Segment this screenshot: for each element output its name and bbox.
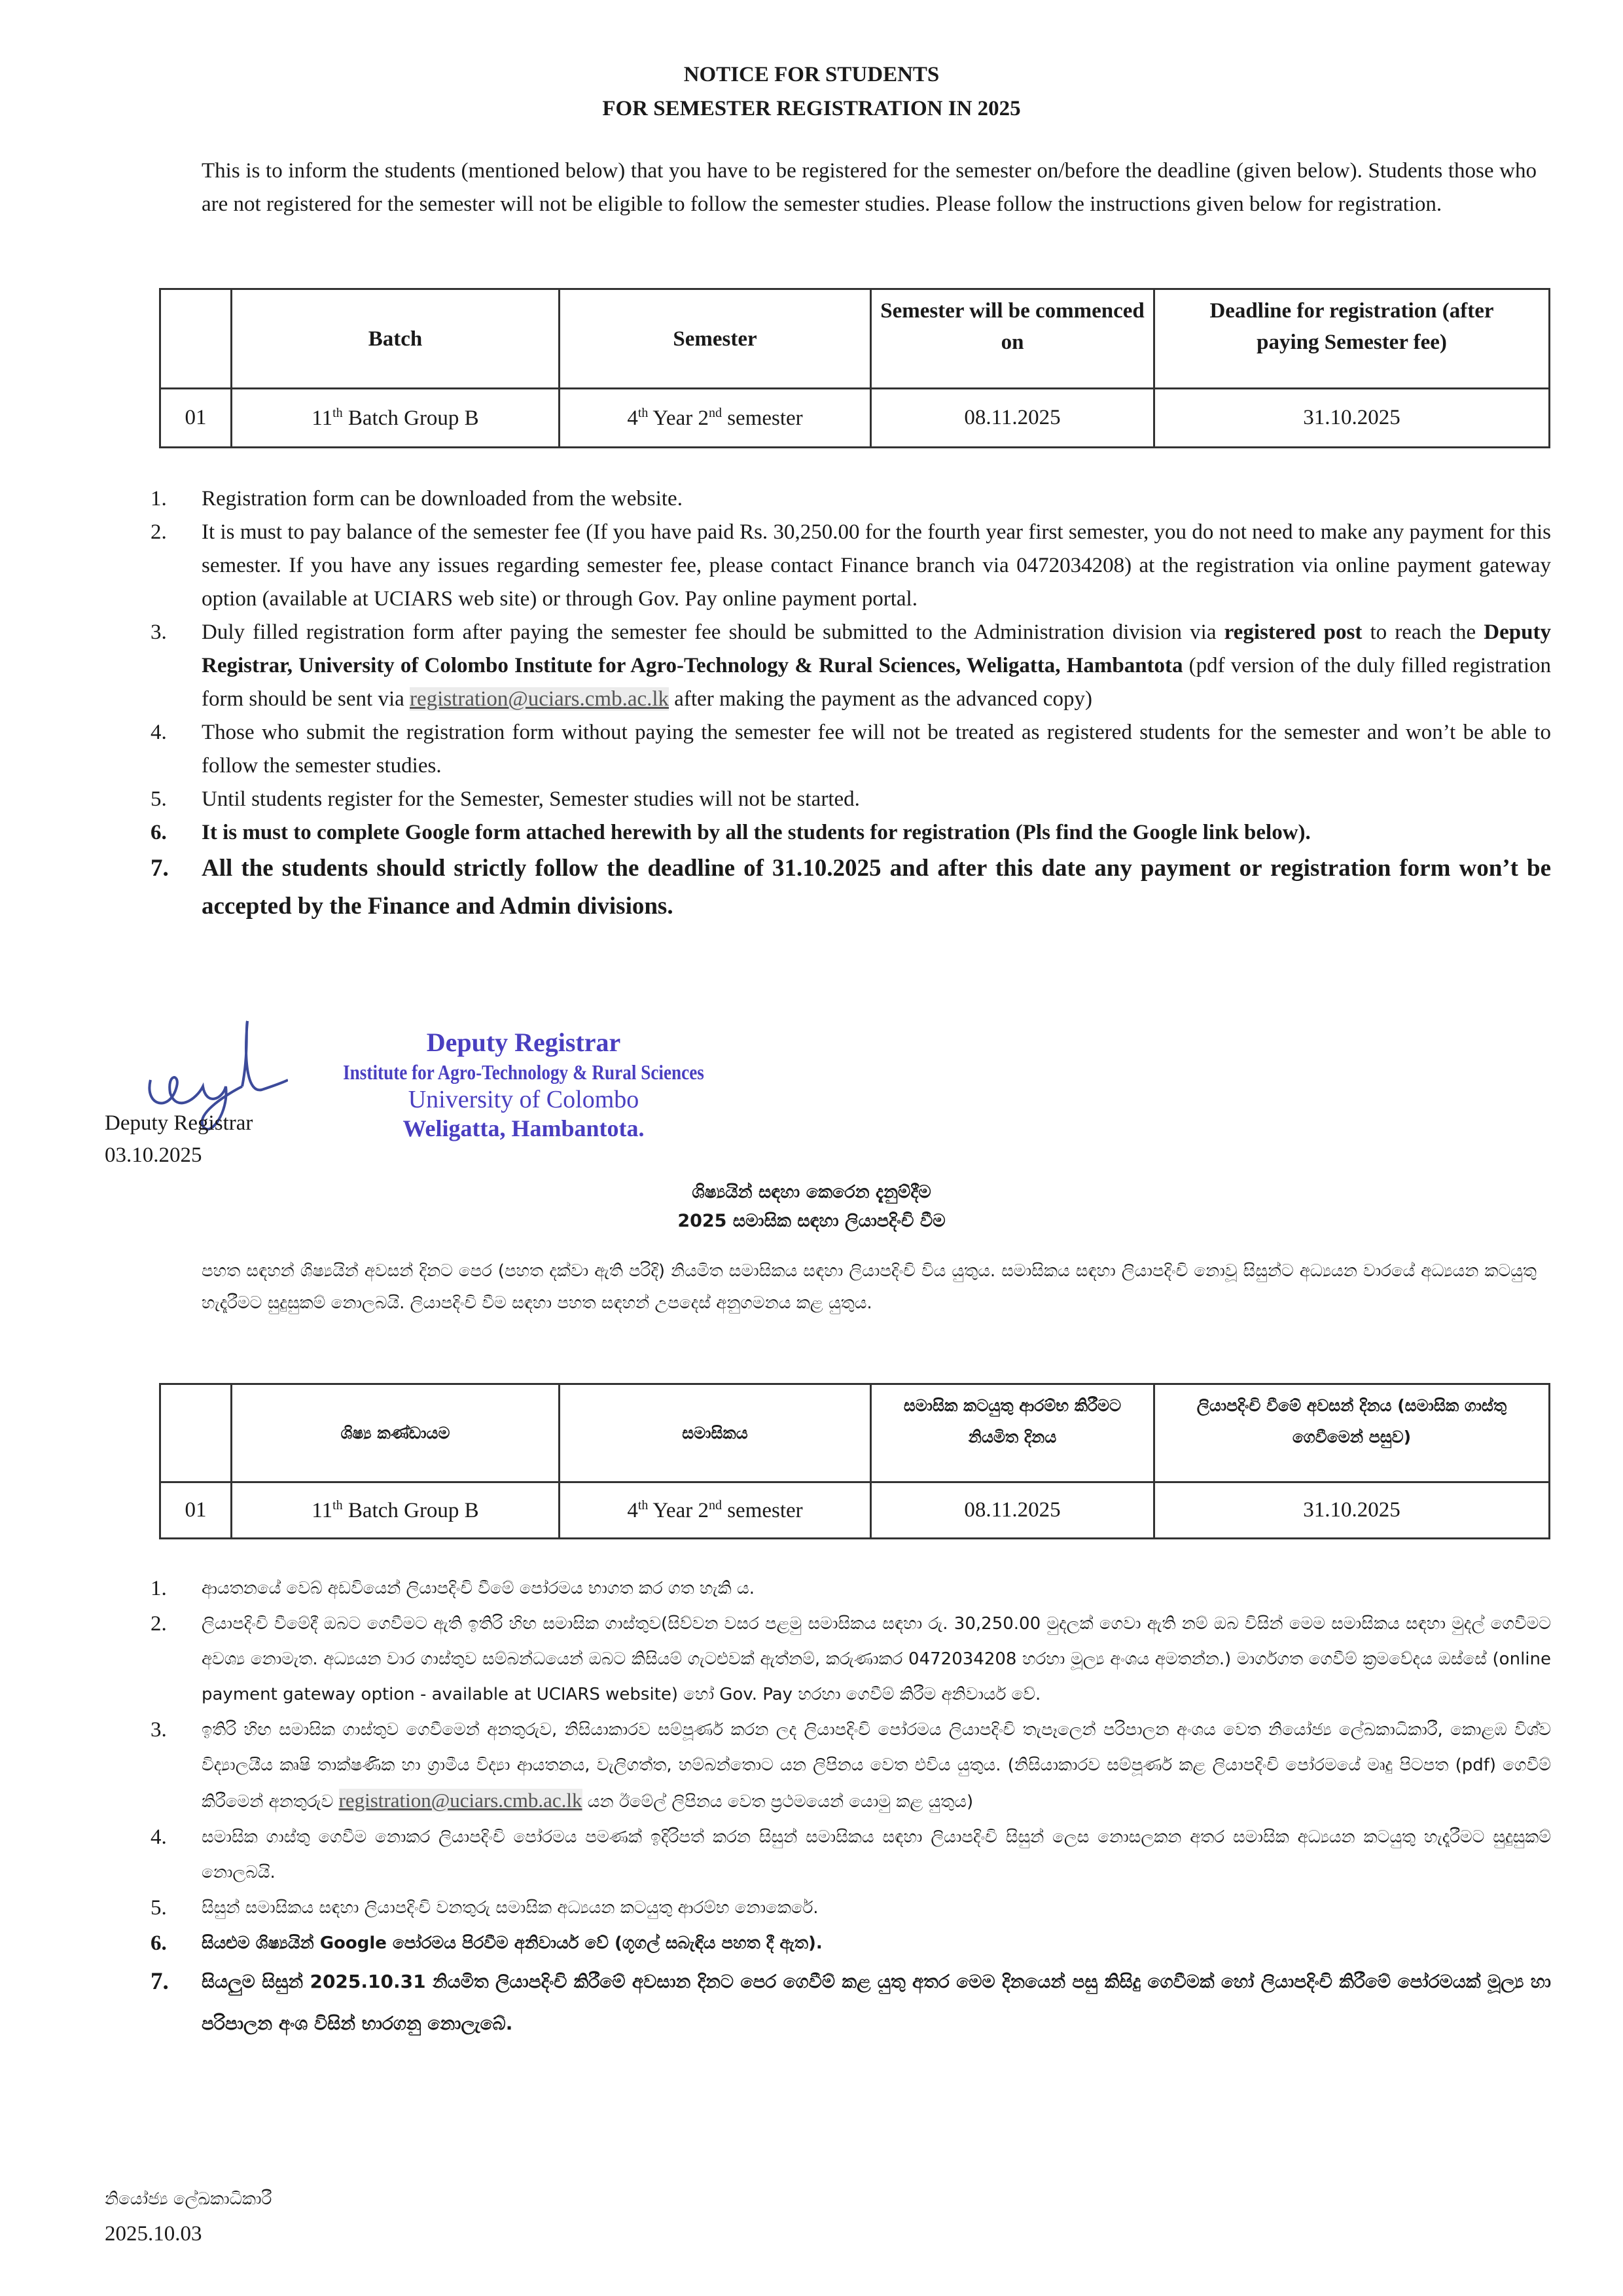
header-no	[160, 289, 232, 389]
row-deadline-date: 31.10.2025	[1154, 389, 1550, 448]
list-item: 3. ඉතිරි හිඟ සමාසික ගාස්තුව ගෙවීමෙන් අනතුරුව, නිසියාකාරව සම්පූර්ණ කරන ලද ලියාපදිංචි පෝරමය ලියාපදිංචි තැපෑලෙන් පරිපාලන අංශය වෙත නියෝජ්‍ය ලේඛකාධිකාරී, කොළඹ විශ්ව විද්‍යාලයීය කෘෂි තාක්ෂණික හා ග්‍රාමීය විද්‍යා ආයතනය, වැලිගත්ත, හම්බන්තොට යන ලිපිනය වෙත එවිය යුතුය. (නිසියාකාරව සම්පූර්ණ කළ ලියාපදිංචි පෝරමයේ මෘදු පිටපත (pdf) ගෙවීම් කිරීමෙන් අනතුරුව registration@uciars.cmb.ac.lk යන ඊමේල් ලිපිනය වෙත ප්‍රථමයෙන් යොමු කළ යුතුය)	[151, 1718, 1551, 1812]
header-deadline: Deadline for registration (after paying Semester fee)	[1154, 289, 1550, 389]
header-batch: Batch	[232, 289, 560, 389]
list-item: 2. It is must to pay balance of the semester fee (If you have paid Rs. 30,250.00 for the fourth year first semester, you do not need to make any payment for this semester. If you have any issues regarding semester fee, please contact Finance branch via 0472034208) at the registration via online payment gateway option (available at UCIARS web site) or through Gov. Pay online payment portal.	[151, 520, 1551, 611]
list-item: 5. Until students register for the Semester, Semester studies will not be started.	[151, 787, 860, 811]
list-item: 4. Those who submit the registration form without paying the semester fee will not be treated as registered students for the semester and won’t be able to follow the semester studies.	[151, 721, 1551, 778]
table-header-row	[160, 1384, 1550, 1482]
row-no: 01	[160, 1482, 232, 1539]
list-item: 4. සමාසික ගාස්තු ගෙවීම නොකර ලියාපදිංචි පෝරමය පමණක් ඉදිරිපත් කරන සිසුන් සමාසිකය සඳහා ලියාපදිංචි සිසුන් ලෙස නොසලකන අතර සමාසික අධ්‍යයන කටයුතු හැදෑරීමට සුදුසුකම් නොලබයි.	[151, 1825, 1551, 1882]
header-commence: සමාසික කටයුතු ආරම්භ කිරීමට නියමිත දිනය	[871, 1384, 1154, 1482]
list-item: 1. ආයතනයේ වෙබ් අඩවියෙන් ලියාපදිංචි වීමේ පෝරමය භාගත කර ගත හැකි ය.	[151, 1577, 755, 1600]
email-link[interactable]: registration@uciars.cmb.ac.lk	[338, 1789, 582, 1812]
header-semester: Semester	[560, 289, 871, 389]
official-stamp: Deputy Registrar Institute for Agro-Technology & Rural Sciences University of Colombo Weligatta, Hambantota.	[343, 1028, 704, 1141]
list-item: 6. සියළුම ශිෂ්‍යයින් Google පෝරමය පිරවීම අනිවාර්ය වේ (ගූගල් සබැඳිය පහත දී ඇත).	[151, 1931, 823, 1955]
header-no	[160, 1384, 232, 1482]
header-semester: සමාසිකය	[560, 1384, 871, 1482]
signatory-title: Deputy Registrar	[105, 1111, 253, 1135]
row-batch: 11th Batch Group B	[232, 389, 560, 448]
sinhala-signatory-title: නියෝජ්‍ය ලේඛකාධිකාරී	[105, 2189, 272, 2209]
table-header-row	[160, 289, 1550, 389]
header-deadline: ලියාපදිංචි වීමේ අවසන් දිනය (සමාසික ගාස්තු ගෙවීමෙන් පසුව)	[1154, 1384, 1550, 1482]
list-item: 2. ලියාපදිංචි වීමේදී ඔබට ගෙවීමට ඇති ඉතිරි හිඟ සමාසික ගාස්තුව(සිව්වන වසර පළමු සමාසිකය සඳහා රු. 30,250.00 මුදලක් ගෙවා ඇති නම් ඔබ විසින් මෙම සමාසිකය සඳහා මුදල් ගෙවීමට අවශ්‍ය නොමැත. අධ්‍යයන වාර ගාස්තුව සම්බන්ධයෙන් ඔබට කිසියම් ගැටළුවක් ඇත්නම්, කරුණාකර 0472034208 හරහා මූල්‍ය අංශය අමතන්න.) මාර්ගගත ගෙවීම් ක්‍රමවේදය ඔස්සේ (online payment gateway option - available at UCIARS website) හෝ Gov. Pay හරහා ගෙවීම් කිරීම අනිවාර්ය වේ.	[151, 1612, 1551, 1704]
table-row	[160, 389, 1550, 448]
row-commence-date: 08.11.2025	[871, 389, 1154, 448]
header-commence: Semester will be commenced on	[871, 289, 1154, 389]
sinhala-registration-table	[159, 1383, 1550, 1539]
row-semester: 4th Year 2nd semester	[560, 1482, 871, 1539]
list-item: 6. It is must to complete Google form attached herewith by all the students for registration (Pls find the Google link below).	[151, 821, 1311, 844]
row-commence-date: 08.11.2025	[871, 1482, 1154, 1539]
sinhala-notice-subtitle: 2025 සමාසික සඳහා ලියාපදිංචි වීම	[677, 1211, 946, 1231]
notice-title: NOTICE FOR STUDENTS	[683, 63, 940, 86]
row-semester: 4th Year 2nd semester	[560, 389, 871, 448]
table-row	[160, 1482, 1550, 1539]
list-item: 5. සිසුන් සමාසිකය සඳහා ලියාපදිංචි වනතුරු සමාසික අධ්‍යයන කටයුතු ආරම්භ නොකෙරේ.	[151, 1896, 819, 1920]
row-batch: 11th Batch Group B	[232, 1482, 560, 1539]
instructions-list	[151, 482, 1551, 925]
registration-table	[159, 288, 1550, 448]
notice-subtitle: FOR SEMESTER REGISTRATION IN 2025	[602, 97, 1021, 120]
email-link[interactable]: registration@uciars.cmb.ac.lk	[410, 687, 669, 711]
signature-date: 03.10.2025	[105, 1143, 202, 1167]
list-item: 3. Duly filled registration form after paying the semester fee should be submitted to the Administration division via registered post to reach the Deputy Registrar, University of Colombo Institute for Agro-Technology & Rural Sciences, Weligatta, Hambantota (pdf version of the duly filled registration form should be sent via registration@uciars.cmb.ac.lk after making the payment as the advanced copy)	[151, 620, 1551, 711]
row-no: 01	[160, 389, 232, 448]
intro-paragraph: This is to inform the students (mentioned below) that you have to be registered for the semester on/before the deadline (given below). Students those who are not registered for the semester will not be eligible to follow the semester studies. Please follow the instructions given below for registration.	[202, 159, 1537, 216]
header-batch: ශිෂ්‍ය කණ්ඩායම	[232, 1384, 560, 1482]
sinhala-instructions-list	[151, 1571, 1551, 2045]
sinhala-intro-paragraph: පහත සඳහන් ශිෂ්‍යයින් අවසන් දිනට පෙර (පහත දක්වා ඇති පරිදි) නියමිත සමාසිකය සඳහා ලියාපදිංචි විය යුතුය. සමාසිකය සඳහා ලියාපදිංචි නොවූ සිසුන්ට අධ්‍යයන වාරයේ අධ්‍යයන කටයුතු හැදෑරීමට සුදුසුකම් නොලබයි. ලියාපදිංචි වීම සඳහා පහත සඳහන් උපදෙස් අනුගමනය කළ යුතුය.	[202, 1261, 1537, 1313]
sinhala-notice-title: ශිෂ්‍යයින් සඳහා කෙරෙන දැනුම්දීම	[692, 1182, 931, 1202]
list-item: 7. සියලුම සිසුන් 2025.10.31 නියමිත ලියාපදිංචි කිරීමේ අවසාන දිනට පෙර ගෙවීම් කළ යුතු අතර මෙම දිනයෙන් පසු කිසිදු ගෙවීමක් හෝ ලියාපදිංචි කිරීමේ පෝරමයක් මූල්‍ය හා පරිපාලන අංශ විසින් භාරගනු නොලැබේ.	[151, 1968, 1551, 2034]
sinhala-signature-date: 2025.10.03	[105, 2222, 202, 2246]
list-item: 1. Registration form can be downloaded from the website.	[151, 487, 683, 511]
list-item: 7. All the students should strictly follow the deadline of 31.10.2025 and after this date any payment or registration form won’t be accepted by the Finance and Admin divisions.	[151, 855, 1551, 920]
row-deadline-date: 31.10.2025	[1154, 1482, 1550, 1539]
